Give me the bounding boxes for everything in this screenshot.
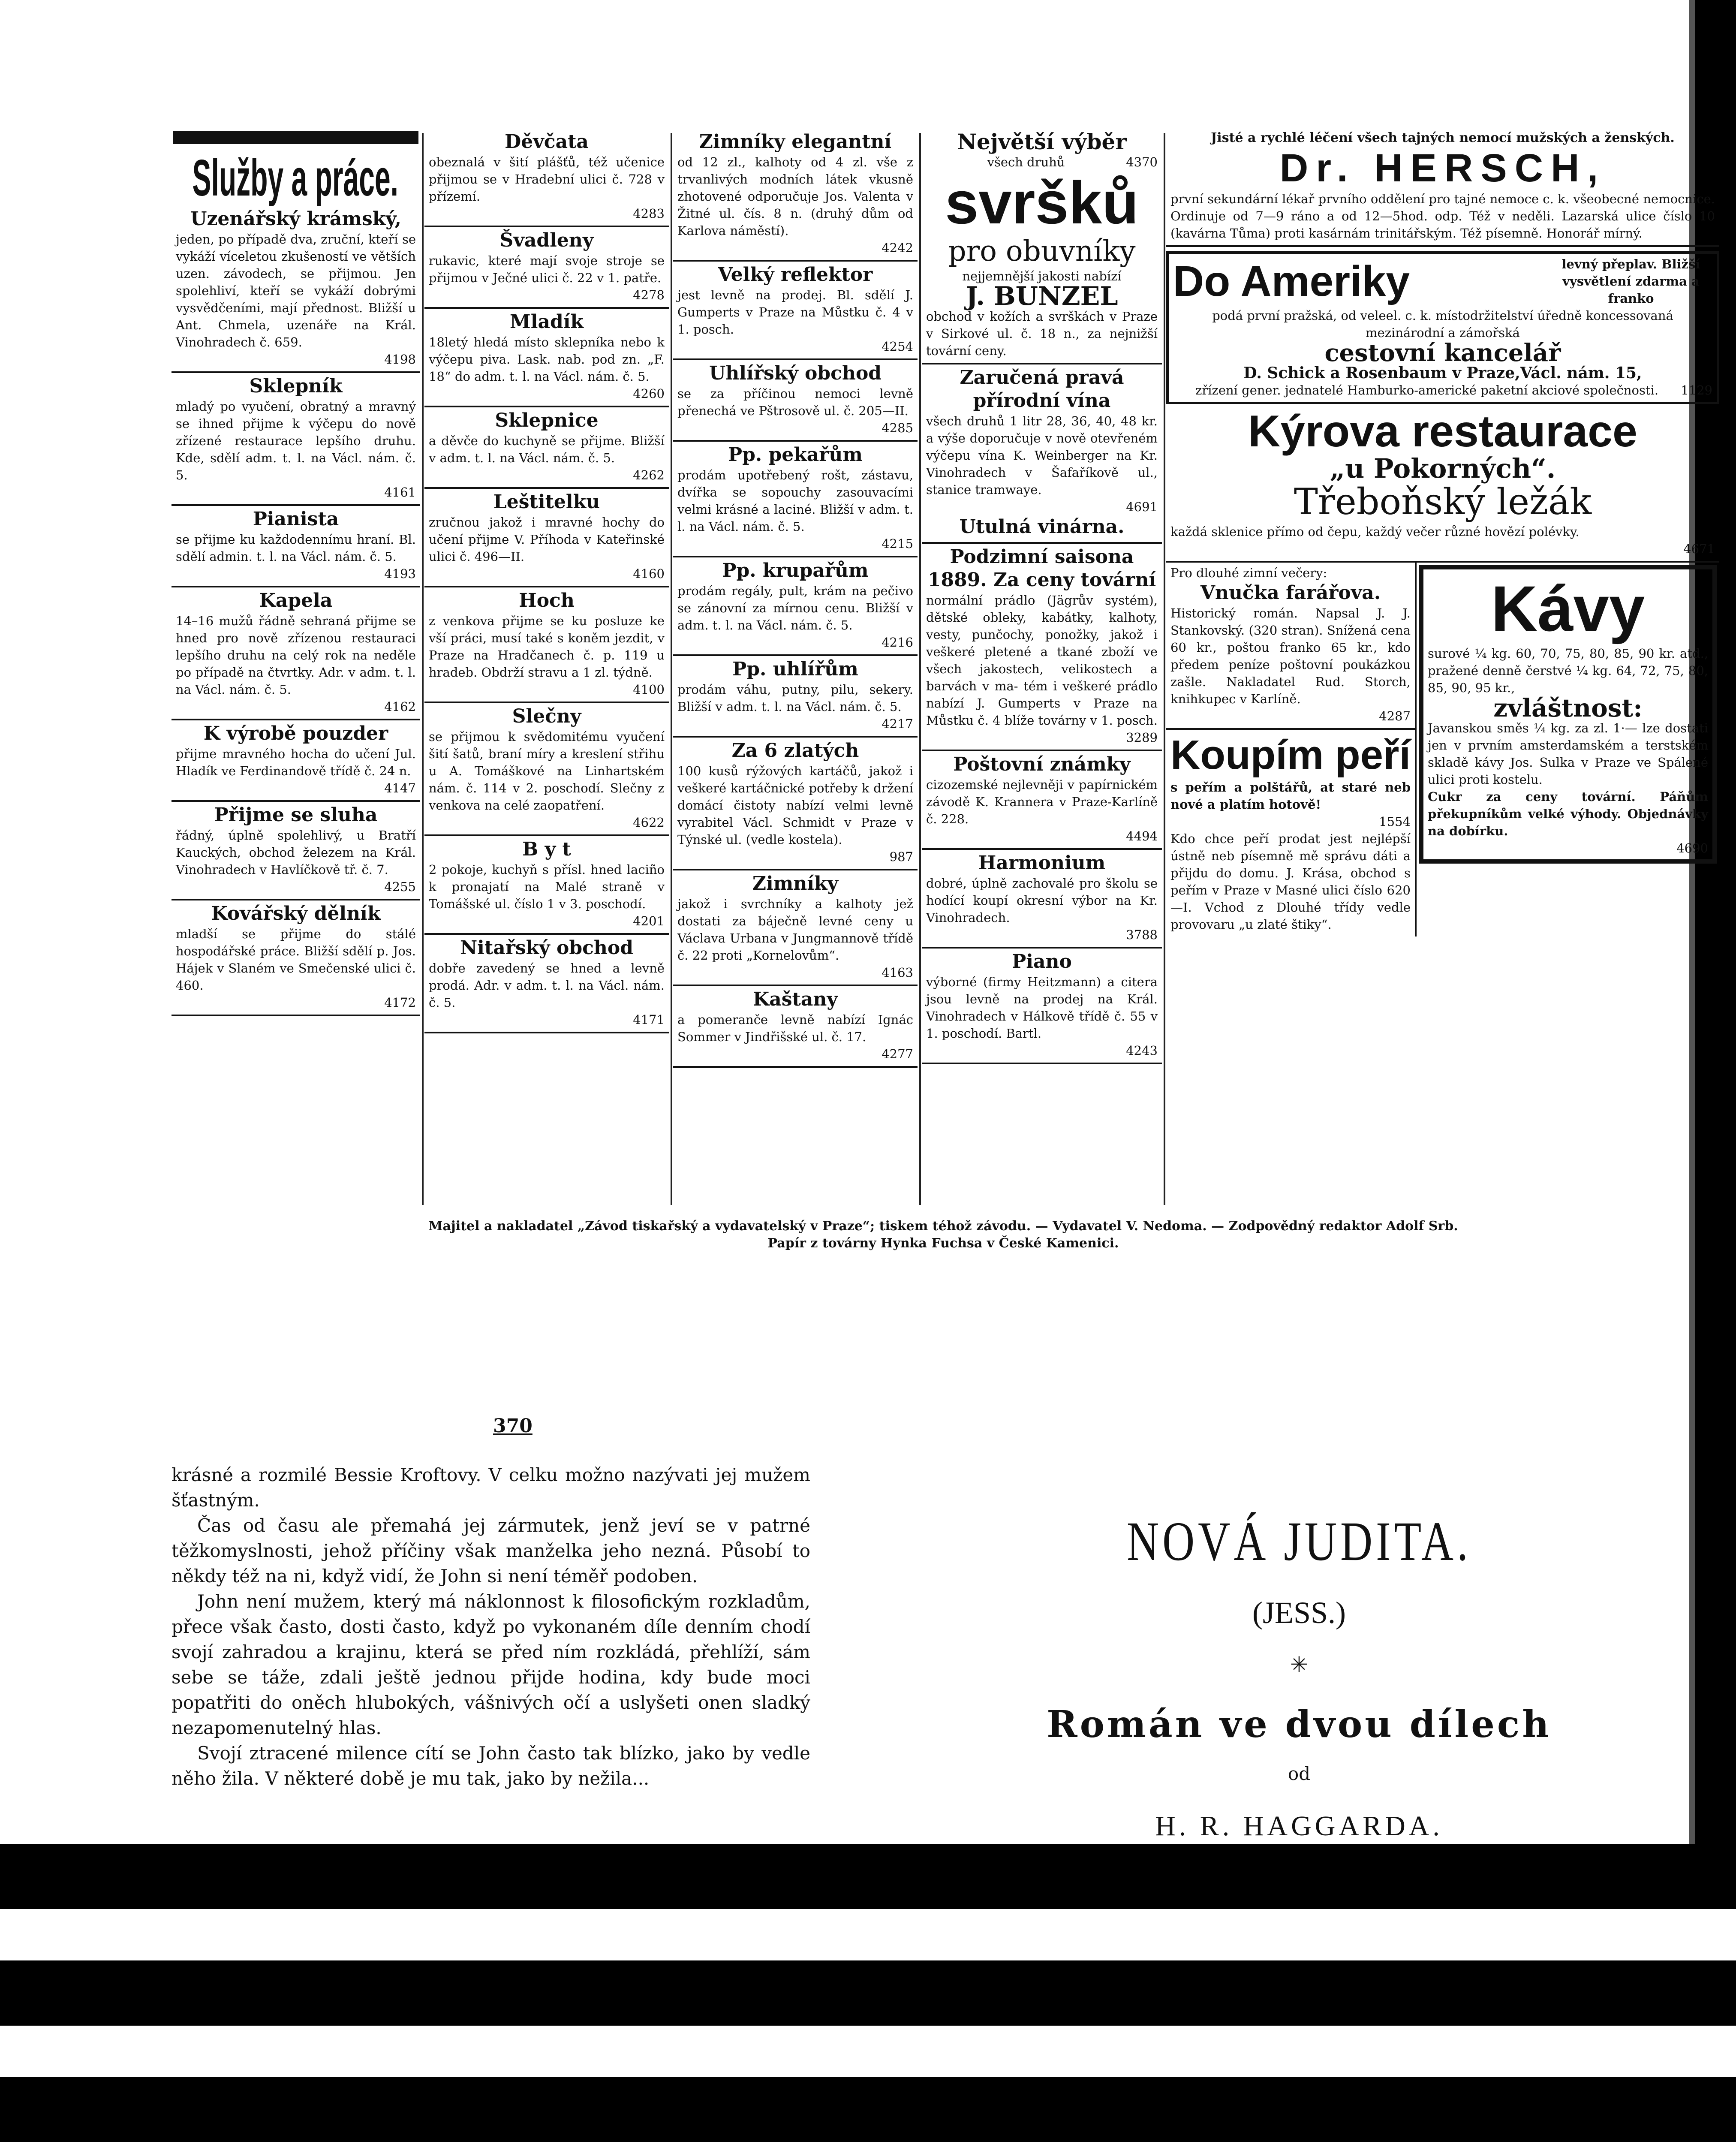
ad-text: jest levně na prodej. Bl. sdělí J. Gumperts v Praze na Můstku č. 4 v 1. posch. bbox=[677, 288, 913, 337]
ad-number: 4691 bbox=[1126, 500, 1158, 514]
amerika-ad bbox=[1166, 251, 1719, 404]
classified-ad bbox=[922, 850, 1162, 949]
classified-ad bbox=[922, 751, 1162, 850]
ad-text: mladší se přijme do stálé hospodářské práce. Bližší sdělí p. Jos. Hájek v Slaném ve Smečenské ulici č. 460. bbox=[176, 927, 416, 993]
ad-number: 987 bbox=[889, 849, 913, 864]
ad-heading: Pp. krupařům bbox=[722, 560, 869, 581]
ad-text: mladý po vyučení, obratný a mravný se ihned přijme k výčepu do nově zřízené restaurace lepšího druhu. Kde, sdělí adm. t. l. na Václ. nám. č. 5. bbox=[176, 399, 416, 482]
section-bar bbox=[173, 131, 418, 144]
ad-heading: Zimníky elegantní bbox=[699, 131, 892, 153]
kavy-head: Kávy bbox=[1491, 572, 1645, 644]
classified-ad bbox=[424, 587, 669, 703]
ad-text: dobře zavedený se hned a levně prodá. Adr. v adm. t. l. na Václ. nám. č. 5. bbox=[429, 961, 665, 1010]
ad-heading: Hoch bbox=[519, 590, 575, 611]
ad-heading: Sklepník bbox=[249, 375, 343, 397]
ad-heading: Za 6 zlatých bbox=[731, 740, 859, 762]
column-rule bbox=[919, 133, 921, 1205]
koupim-text: s peřím a polštářů, at staré neb nové a platím hotově! bbox=[1170, 780, 1411, 812]
ad-number: 4494 bbox=[1126, 829, 1158, 843]
novel-genre: Román ve dvou dílech bbox=[1047, 1703, 1552, 1746]
vnucka-num: 4287 bbox=[1379, 709, 1411, 723]
ad-number: 4254 bbox=[882, 339, 913, 354]
ad-heading: Velký reflektor bbox=[718, 264, 873, 286]
amerika-right: levný přeplav. Bližší vysvětlení zdarma a franko bbox=[1561, 257, 1700, 306]
column-rule bbox=[422, 133, 424, 1205]
col5-right bbox=[1417, 563, 1719, 936]
ad-number: 4215 bbox=[882, 536, 913, 551]
hersch-tag: Jisté a rychlé léčení všech tajných nemocí mužských a ženských. bbox=[1211, 130, 1675, 145]
ornament-icon: ✳ bbox=[1290, 1652, 1308, 1677]
ad-heading: Uzenářský krámský, bbox=[190, 208, 401, 230]
page-number: 370 bbox=[493, 1415, 533, 1437]
classified-ad bbox=[673, 738, 918, 870]
ad-text: prodám váhu, putny, pilu, sekery. Bližší v adm. t. l. na Václ. nám. č. 5. bbox=[677, 682, 913, 714]
novel-by: od bbox=[1288, 1763, 1311, 1784]
ad-heading: Pp. uhlířům bbox=[732, 658, 858, 680]
ad-text: dobré, úplně zachovalé pro školu se hodící koupí okresní výbor na Kr. Vinohradech. bbox=[926, 876, 1158, 925]
ad-text: jakož i svrchníky a kalhoty jež dostati za báječně levné ceny u Václava Urbana v Jungmannově třídě č. 22 proti „Kornelovům“. bbox=[677, 897, 913, 963]
vnucka-head: Vnučka farářova. bbox=[1200, 582, 1381, 604]
classified-ad bbox=[171, 506, 420, 587]
ads-column-3 bbox=[673, 129, 918, 1209]
ad-heading: Kaštany bbox=[753, 988, 838, 1010]
ad-extra: Utulná vinárna. bbox=[959, 516, 1125, 538]
ad-heading: Slečny bbox=[512, 705, 581, 727]
ad-text: se přijmou k svědomitému vyučení šití šatů, braní míry a kreslení střihu u A. Tomáškové na Linhartském nám. č. 114 v 2. poschodí. Slečny z venkova na celé zaopatření. bbox=[429, 729, 665, 813]
classified-ad bbox=[424, 129, 669, 227]
ad-number: 4100 bbox=[633, 682, 665, 697]
ad-heading: Piano bbox=[1012, 951, 1072, 973]
kavy-num: 4690 bbox=[1676, 841, 1708, 855]
bunzel-ad bbox=[922, 129, 1162, 364]
ad-text: obeznalá v šití plášťů, též učenice přijmou se v Hradební ulici č. 728 v přízemí. bbox=[429, 155, 665, 204]
vnucka-intro: Pro dlouhé zimní večery: bbox=[1170, 566, 1327, 580]
col3-list bbox=[673, 129, 918, 1068]
ad-number: 4161 bbox=[384, 485, 416, 500]
ad-text: přijme mravného hocha do učení Jul. Hladík ve Ferdinandově třídě č. 24 n. bbox=[176, 747, 416, 778]
ad-heading: Poštovní známky bbox=[953, 753, 1131, 775]
ad-heading: B y t bbox=[522, 838, 571, 860]
bunzel-addr: obchod v kožích a svrškách v Praze v Sirkové ul. č. 18 n., za nejnižší tovární ceny. bbox=[926, 309, 1158, 358]
koupim-num: 1554 bbox=[1379, 814, 1411, 829]
ad-number: 4622 bbox=[633, 815, 665, 830]
classified-ad bbox=[424, 489, 669, 587]
amerika-head: Do Ameriky bbox=[1173, 257, 1410, 305]
ad-text: z venkova přijme se ku posluze ke vší práci, musí také s koněm jezdit, v Praze na Hradčanech č. p. 119 u hradeb. Obdrží stravu a 1 zl. týdně. bbox=[429, 614, 665, 680]
ads-column-5 bbox=[1166, 129, 1719, 1209]
ad-heading: Zaručená pravá přírodní vína bbox=[960, 367, 1124, 412]
column-rule bbox=[671, 133, 672, 1205]
ad-heading: Mladík bbox=[510, 311, 584, 333]
ad-heading: Pp. pekařům bbox=[728, 444, 863, 466]
ad-number: 4163 bbox=[882, 965, 913, 980]
ad-text: prodám upotřebený rošt, zástavu, dvířka se sopouchy zasouvacími velmi krásné a laciné. Bližší v adm. t. l. na Václ. nám. č. 5. bbox=[677, 468, 913, 534]
hersch-text: první sekundární lékař prvního oddělení pro tajné nemoce c. k. všeobecné nemocnice. Ordinuje od 7—9 ráno a od 12—5hod. odp. Též v neděli. Lazarská ulice číslo 10 (kavárna Tůma) proti kasárnám trinitářským. Též písemně. Honorář mírný. bbox=[1170, 192, 1715, 241]
ad-text: výborné (firmy Heitzmann) a citera jsou levně na prodej na Král. Vinohradech v Hálkově třídě č. 55 v 1. poschodí. Bartl. bbox=[926, 975, 1158, 1041]
paragraph: Čas od času ale přemahá jej zármutek, jenž jeví se v patrné těžkomyslnosti, jehož příčiny však manželka jeho nezná. Působí to někdy též na ni, když vidí, že John si není téměř podoben. bbox=[171, 1515, 810, 1587]
imprint bbox=[167, 1218, 1719, 1252]
classified-ad bbox=[171, 720, 420, 802]
amerika-firm: D. Schick a Rosenbaum v Praze,Václ. nám. 15, bbox=[1243, 364, 1642, 382]
amerika-office: cestovní kancelář bbox=[1324, 339, 1561, 367]
ad-text: a děvče do kuchyně se přijme. Bližší v adm. t. l. na Václ. nám. č. 5. bbox=[429, 434, 665, 465]
amerika-foot: zřízení gener. jednatelé Hamburko-americké paketní akciové společnosti. bbox=[1195, 383, 1659, 397]
classified-ad bbox=[673, 129, 918, 262]
ad-number: 4217 bbox=[882, 717, 913, 731]
classified-ad bbox=[922, 949, 1162, 1064]
koupim-text2: Kdo chce peří prodat jest nejlépší ústně neb písemně mě správu dáti a přijdu do domu. J. Krása, obchod s peřím v Praze v Masné ulici číslo 620—I. Vchod z Dlouhé třídy vedle provovaru „u zlaté štiky“. bbox=[1170, 831, 1411, 932]
ad-heading: Švadleny bbox=[499, 229, 594, 251]
ad-text: od 12 zl., kalhoty od 4 zl. vše z trvanlivých modních látek vkusně zhotovené odporučuje Jos. Valenta v Žitné ul. čís. 8 n. (druhý dům od Karlova náměstí). bbox=[677, 155, 913, 238]
ad-number: 4277 bbox=[882, 1047, 913, 1061]
vnucka-text: Historický román. Napsal J. J. Stankovský. (320 stran). Snížená cena 60 kr., poštou franko 65 kr., kdo předem peníze poštovní poukázkou zašle. Nakladatel Rud. Storch, knihkupec v Karlíně. bbox=[1170, 606, 1411, 706]
kavy-text2: Javanskou směs ¼ kg. za zl. 1·— lze dostati jen v prvním amsterdamském a terstském skladě kávy Jos. Sulka v Praze ve Spálené ulici proti kostelu. bbox=[1428, 721, 1708, 787]
ad-number: 4216 bbox=[882, 635, 913, 650]
kavy-ad bbox=[1419, 565, 1717, 864]
book-body bbox=[171, 1462, 810, 1791]
ad-number: 4260 bbox=[633, 386, 665, 401]
paragraph: John není mužem, který má náklonnost k filosofickým rozkladům, přece však často, dosti často, když po vykonaném díle denním chodí svojí zahradou a krajinu, která se před ním rozkládá, přehlíží, sám sebe se táže, zdali ještě jednou přijde hodina, kdy bude moci popatřiti do oněch hlubokých, vášnivých očí a uslyšeti onen sladký nezapomenutelný hlas. bbox=[171, 1591, 810, 1738]
ad-number: 4243 bbox=[1126, 1043, 1158, 1058]
ad-number: 4278 bbox=[633, 288, 665, 302]
scan-stripes bbox=[0, 1844, 1736, 2144]
classified-ad bbox=[673, 870, 918, 986]
black-stripe bbox=[0, 1844, 1736, 1909]
ad-heading: Uhlířský obchod bbox=[709, 362, 882, 384]
classified-ad bbox=[171, 373, 420, 506]
ad-number: 3788 bbox=[1126, 927, 1158, 942]
ad-text: cizozemské nejlevněji v papírnickém závodě K. Krannera v Praze-Karlíně č. 228. bbox=[926, 777, 1158, 826]
bunzel-text: nejjemnější jakosti nabízí bbox=[962, 269, 1122, 283]
amerika-num: 1129 bbox=[1681, 383, 1712, 397]
ad-text: 100 kusů rýžových kartáčů, jakož i veškeré kartáčnické potřeby k držení domácí čistoty nabízí velmi levně vyrabitel Václ. Schmidt v Praze v Týnské ul. (vedle kostela). bbox=[677, 764, 913, 847]
ad-heading: Kapela bbox=[259, 590, 333, 611]
kyrova-text: každá sklenice přímo od čepu, každý večer různé hovězí polévky. bbox=[1170, 524, 1580, 539]
ad-number: 4255 bbox=[384, 879, 416, 894]
koupim-ad bbox=[1166, 730, 1415, 936]
black-stripe bbox=[0, 2077, 1736, 2142]
ad-number: 3289 bbox=[1126, 730, 1158, 745]
classified-ad bbox=[673, 656, 918, 738]
novel-author: H. R. HAGGARDA. bbox=[1155, 1810, 1443, 1842]
ad-number: 4201 bbox=[633, 914, 665, 928]
novel-title: NOVÁ JUDITA. bbox=[1126, 1511, 1472, 1572]
classified-ad bbox=[922, 544, 1162, 751]
ad-text: jeden, po případě dva, zruční, kteří se vykáží víceletou zkušeností ve větších uzen. závodech, se přijmou. Jen spolehliví, kteří se vykáží dobrými vysvědčeními, mají přednost. Bližší u Ant. Chmela, uzenáře na Král. Vinohradech č. 659. bbox=[176, 232, 416, 349]
classified-ad bbox=[171, 802, 420, 900]
bunzel-sub: všech druhů bbox=[987, 155, 1065, 169]
ad-text: všech druhů 1 litr 28, 36, 40, 48 kr. a výše doporučuje v nově otevřeném výčepu vína K. Weinberger na Kr. Vinohradech v Šafaříkově ul., stanice tramwaye. bbox=[926, 414, 1158, 497]
ad-heading: Pianista bbox=[253, 508, 339, 530]
ad-heading: Harmonium bbox=[978, 852, 1106, 874]
ad-number: 4242 bbox=[882, 241, 913, 255]
ad-number: 4198 bbox=[384, 352, 416, 367]
hersch-ad bbox=[1166, 129, 1719, 247]
bunzel-big: svršků bbox=[945, 169, 1139, 236]
ad-text: se přijme ku každodennímu hraní. Bl. sdělí admin. t. l. na Václ. nám. č. 5. bbox=[176, 532, 416, 564]
ad-number: 4262 bbox=[633, 468, 665, 482]
ad-text: zručnou jakož i mravné hochy do učení přijme V. Příhoda v Kateřinské ulici č. 496—II. bbox=[429, 515, 665, 564]
col5-split bbox=[1166, 563, 1719, 936]
classified-ad bbox=[673, 360, 918, 442]
ad-number: 4162 bbox=[384, 699, 416, 714]
classified-ad bbox=[424, 407, 669, 489]
ad-text: rukavic, které mají svoje stroje se přijmou v Ječné ulici č. 22 v 1. patře. bbox=[429, 253, 665, 285]
ads-column-4 bbox=[922, 129, 1162, 1209]
bunzel-num: 4370 bbox=[1126, 155, 1158, 169]
ad-number: 4160 bbox=[633, 566, 665, 581]
imprint-line-2: Papír z továrny Hynka Fuchsa v České Kamenici. bbox=[767, 1236, 1119, 1251]
classified-ad bbox=[424, 309, 669, 407]
kyrova-ad bbox=[1166, 404, 1719, 563]
ad-text: normální prádlo (Jägrův systém), dětské obleky, kabátky, kalhoty, vesty, punčochy, ponožky, jakož i veškeré pletené a tkané zboží ve všech jakostech, velikostech a barvách v ma- tém i veškeré prádlo nabízí J. Gumperts v Praze na Můstku č. 4 blíže továrny v 1. posch. bbox=[926, 593, 1158, 728]
novel-title-block bbox=[978, 1509, 1621, 1843]
ad-text: řádný, úplně spolehlivý, u Bratří Kauckých, obchod železem na Král. Vinohradech v Havlíčkově tř. č. 7. bbox=[176, 828, 416, 877]
classified-ad bbox=[673, 986, 918, 1068]
newspaper-ad-page bbox=[167, 129, 1719, 1251]
ad-number: 4283 bbox=[633, 206, 665, 221]
bunzel-for: pro obuvníky bbox=[948, 235, 1136, 268]
ad-text: 18letý hledá místo sklepníka nebo k výčepu piva. Lask. nab. pod zn. „F. 18“ do adm. t. l. na Václ. nám. č. 5. bbox=[429, 335, 665, 384]
paragraph: krásné a rozmilé Bessie Kroftovy. V celku možno nazývati jej mužem šťastným. bbox=[171, 1464, 810, 1511]
ad-heading: Nitařský obchod bbox=[460, 937, 634, 959]
classified-ad bbox=[922, 364, 1162, 544]
classified-ad bbox=[171, 900, 420, 1016]
ad-heading: Sklepnice bbox=[495, 410, 599, 431]
ad-text: prodám regály, pult, krám na pečivo se zánovní za mírnou cenu. Bližší v adm. t. l. na Václ. nám. č. 5. bbox=[677, 584, 913, 632]
classified-ad bbox=[424, 836, 669, 935]
ad-number: 4285 bbox=[882, 421, 913, 435]
ad-number: 4172 bbox=[384, 995, 416, 1010]
classified-ad bbox=[424, 703, 669, 836]
bunzel-head: Největší výběr bbox=[957, 129, 1127, 154]
ads-column-1 bbox=[171, 129, 420, 1209]
hersch-name: Dr. HERSCH, bbox=[1279, 146, 1606, 190]
paragraph: Svojí ztracené milence cítí se John často tak blízko, jako by vedle něho žila. V některé době je mu tak, jako by nežila... bbox=[171, 1743, 810, 1789]
ad-heading: Děvčata bbox=[505, 131, 589, 153]
section-title: Služby a práce. bbox=[192, 149, 399, 207]
classified-ad bbox=[424, 227, 669, 309]
ad-heading: Podzimní saisona 1889. Za ceny tovární bbox=[927, 546, 1156, 591]
ad-heading: Přijme se sluha bbox=[214, 804, 378, 826]
kavy-special: zvláštnost: bbox=[1493, 693, 1643, 723]
ad-text: a pomeranče levně nabízí Ignác Sommer v Jindřišské ul. č. 17. bbox=[677, 1012, 913, 1044]
kyrova-num: 4671 bbox=[1683, 542, 1715, 556]
kyrova-beer: Třeboňský ležák bbox=[1294, 481, 1592, 523]
vnucka-ad bbox=[1166, 563, 1415, 730]
imprint-line-1: Majitel a nakladatel „Závod tiskařský a vydavatelský v Praze“; tiskem téhož závodu. — Vydavatel V. Nedoma. — Zodpovědný redaktor Adolf Srb. bbox=[428, 1219, 1458, 1234]
ads-column-2 bbox=[424, 129, 669, 1209]
classified-ad bbox=[171, 587, 420, 720]
kavy-text: surové ¼ kg. 60, 70, 75, 80, 85, 90 kr. atd., pražené denně čerstvé ¼ kg. 64, 72, 75, 80, 85, 90, 95 kr., bbox=[1428, 646, 1708, 695]
kavy-cukr: Cukr za ceny tovární. Páňům překupníkům velké výhody. Objednávky na dobírku. bbox=[1428, 789, 1708, 838]
ad-text: 14–16 mužů řádně sehraná přijme se hned pro nově zřízenou restauraci lepšího druhu na celý rok na neděle po případě na čtvrtky. Adr. v adm. t. l. na Václ. nám. č. 5. bbox=[176, 614, 416, 697]
ad-number: 4171 bbox=[633, 1012, 665, 1027]
col2-list bbox=[424, 129, 669, 1033]
column-rule bbox=[1164, 133, 1165, 1205]
bunzel-name: J. BUNZEL bbox=[966, 281, 1118, 311]
ad-text: se za příčinou nemoci levně přenechá ve Pštrosově ul. č. 205—II. bbox=[677, 386, 913, 418]
classified-ad bbox=[171, 206, 420, 373]
amerika-text: podá první pražská, od veleel. c. k. místodržitelství úředně koncessovaná mezinárodní a zámořská bbox=[1212, 308, 1673, 340]
ad-heading: K výrobě pouzder bbox=[203, 723, 388, 744]
col1-list bbox=[171, 206, 420, 1016]
col4-list bbox=[922, 364, 1162, 1064]
ad-number: 4193 bbox=[384, 566, 416, 581]
col5-left bbox=[1166, 563, 1417, 936]
ad-heading: Kovářský dělník bbox=[211, 903, 381, 924]
ad-text: 2 pokoje, kuchyň s přísl. hned laciño k pronajatí na Malé straně v Tomášské ul. číslo 1 v 3. poschodí. bbox=[429, 862, 665, 911]
classified-ad bbox=[673, 262, 918, 360]
classified-ad bbox=[673, 557, 918, 656]
ad-heading: Leštitelku bbox=[493, 491, 600, 513]
koupim-head: Koupím peří bbox=[1170, 732, 1411, 778]
black-stripe bbox=[0, 1960, 1736, 2026]
classified-ad bbox=[673, 442, 918, 557]
novel-subtitle: (JESS.) bbox=[1252, 1596, 1346, 1630]
kyrova-head: Kýrova restaurace bbox=[1248, 407, 1637, 456]
classified-ad bbox=[424, 935, 669, 1033]
kyrova-sub: „u Pokorných“. bbox=[1330, 453, 1556, 484]
ad-heading: Zimníky bbox=[752, 873, 839, 894]
ad-number: 4147 bbox=[384, 781, 416, 795]
